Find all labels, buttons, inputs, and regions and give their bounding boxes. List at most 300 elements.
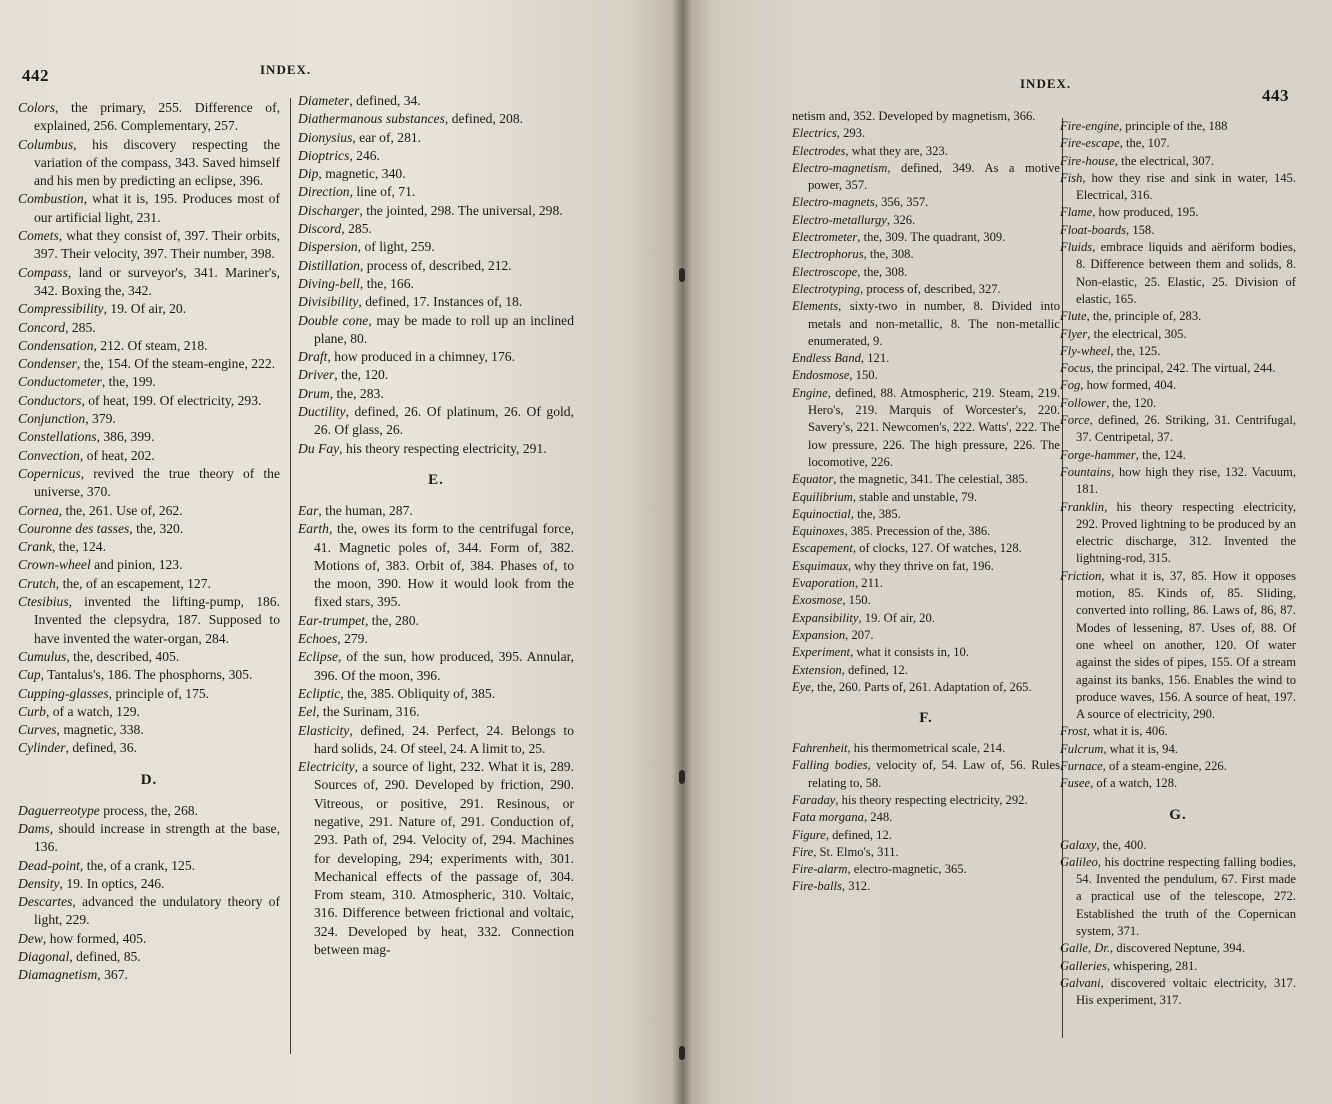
index-entry: [1060, 447, 1296, 464]
entry-heading: Escapement: [792, 541, 853, 556]
section-letter: G.: [1169, 806, 1187, 823]
index-entry: [298, 520, 574, 611]
entry-heading: Electricity: [298, 759, 355, 775]
entry-heading: Fire-escape: [1060, 136, 1120, 151]
entry-heading: Evaporation: [792, 576, 855, 591]
index-entry: [1060, 118, 1296, 135]
entry-heading: Double cone: [298, 312, 369, 328]
entry-references: , the, 280.: [364, 612, 419, 628]
entry-heading: Condenser: [18, 356, 77, 372]
stitch-hole: [679, 770, 685, 784]
index-entry: [792, 160, 1060, 195]
entry-references: , Tantalus's, 186. The phosphorns, 305.: [40, 667, 253, 683]
entry-heading: Echoes: [298, 631, 338, 647]
entry-references: , the, owes its form to the centrifugal force, 41. Magnetic poles of, 344. Form of, 382. Motions of, 383. Orbit of, 384. Phases of, to the moon, 390. How it would look from the fixed stars, 395.: [314, 521, 574, 610]
index-entry: [298, 502, 574, 520]
entry-heading: Eye: [792, 679, 811, 694]
entry-heading: Elasticity: [298, 722, 350, 738]
entry-heading: Conductors: [18, 392, 82, 408]
entry-references: , stable and unstable, 79.: [852, 489, 978, 504]
entry-references: , the, 124.: [51, 539, 106, 555]
entry-heading: Forge-hammer: [1060, 447, 1136, 462]
entry-heading: Density: [18, 875, 60, 891]
entry-references: , the human, 287.: [318, 502, 413, 518]
entry-references: , principle of the, 188: [1118, 119, 1228, 133]
entry-heading: Electroscope: [792, 264, 858, 279]
index-entry: [18, 556, 280, 574]
entry-references: , 356, 357.: [874, 195, 929, 210]
index-entry: [792, 489, 1060, 506]
entry-references: and pinion, 123.: [90, 557, 183, 573]
entry-references: , 279.: [337, 631, 368, 647]
index-entry: [1060, 204, 1296, 221]
index-entry: [1060, 395, 1296, 412]
index-entry: [792, 229, 1060, 246]
index-entry: [792, 627, 1060, 644]
entry-heading: Experiment: [792, 645, 851, 660]
index-entry: [18, 392, 280, 410]
index-entry: [792, 506, 1060, 523]
entry-references: , 367.: [97, 967, 128, 983]
entry-references: , 248.: [863, 810, 893, 825]
index-entry: [792, 350, 1060, 367]
index-entry: [792, 194, 1060, 211]
index-entry: [792, 592, 1060, 609]
index-entry: [18, 703, 280, 721]
index-entry: [792, 385, 1060, 471]
entry-references: , what it is, 37, 85. How it opposes motion, 85. Kinds of, 85. Sliding, converted into rolling, 86. Laws of, 86, 87. Modes of lessening, 87. Uses of, 88. Of one wheel on another, 120. Of water against the sides of pipes, 155. Of a stream against its banks, 156. Enables the wind to produce waves, 156. A source of heat, 197. A source of electricity, 290.: [1076, 568, 1296, 722]
index-entry: [792, 246, 1060, 263]
entry-heading: Frost: [1060, 724, 1087, 739]
entry-references: , the, 385. Obliquity of, 385.: [340, 685, 496, 701]
entry-heading: Draft: [298, 349, 328, 365]
index-entry: [18, 502, 280, 520]
entry-references: , the, described, 405.: [66, 648, 180, 664]
index-entry: [298, 722, 574, 759]
index-entry: [792, 827, 1060, 844]
index-entry: [1060, 343, 1296, 360]
index-entry: [18, 538, 280, 556]
entry-heading: Ear-trumpet: [298, 612, 365, 628]
entry-references: , the, 199.: [101, 374, 156, 390]
index-entry: [1060, 360, 1296, 377]
entry-heading: Comets: [18, 228, 59, 244]
entry-heading: Fulcrum: [1060, 741, 1104, 756]
entry-references: , ear of, 281.: [352, 129, 422, 145]
entry-references: , defined, 17. Instances of, 18.: [358, 294, 523, 310]
index-entry: [18, 227, 280, 264]
index-entry: [792, 575, 1060, 592]
index-entry: [298, 312, 574, 349]
entry-references: , of a watch, 128.: [1090, 776, 1178, 791]
index-entry: [792, 264, 1060, 281]
entry-heading: Expansion: [792, 627, 846, 642]
entry-references: , the, 308.: [857, 264, 908, 279]
entry-references: , 293.: [836, 126, 866, 141]
entry-heading: Ctesibius: [18, 594, 69, 610]
entry-heading: Diagonal: [18, 949, 70, 965]
entry-references: , magnetic, 338.: [56, 722, 144, 738]
index-entry: [298, 257, 574, 275]
index-entry: [792, 878, 1060, 895]
entry-references: , defined, 26. Striking, 31. Centrifugal, 37. Centripetal, 37.: [1076, 413, 1296, 445]
entry-references: , land or surveyor's, 341. Mariner's, 342. Boxing the, 342.: [34, 264, 280, 298]
index-entry: [792, 679, 1060, 696]
entry-references: , what they consist of, 397. Their orbits, 397. Their velocity, 397. Their number, 398.: [34, 228, 280, 262]
entry-heading: Electrophorus: [792, 247, 864, 262]
entry-heading: Furnace: [1060, 758, 1103, 773]
index-entry: [18, 648, 280, 666]
index-entry: [1060, 135, 1296, 152]
entry-references: , of a steam-engine, 226.: [1102, 758, 1227, 773]
entry-references: , how formed, 404.: [1080, 378, 1177, 393]
index-entry: [298, 202, 574, 220]
entry-heading: Equinoctial: [792, 506, 851, 521]
index-entry: [298, 183, 574, 201]
entry-heading: Equinoxes: [792, 524, 845, 539]
index-entry: [298, 612, 574, 630]
entry-references: , 379.: [85, 411, 116, 427]
entry-references: , the primary, 255. Difference of, explained, 256. Complementary, 257.: [34, 100, 280, 134]
entry-heading: Colors: [18, 100, 56, 115]
entry-references: , the magnetic, 341. The celestial, 385.: [833, 472, 1028, 487]
entry-heading: Divisibility: [298, 294, 359, 310]
entry-references: , how high they rise, 132. Vacuum, 181.: [1076, 464, 1296, 497]
index-entry: [18, 893, 280, 930]
entry-heading: Fire-engine: [1060, 119, 1119, 133]
entry-heading: Cumulus: [18, 648, 67, 664]
entry-references: , the, 107.: [1119, 136, 1170, 151]
index-entry: [18, 721, 280, 739]
index-entry: [18, 428, 280, 446]
entry-heading: Compass: [18, 264, 68, 280]
index-entry: [792, 212, 1060, 229]
entry-references: , defined, 34.: [349, 93, 421, 108]
index-entry: [298, 275, 574, 293]
entry-heading: Dispersion: [298, 239, 358, 255]
index-entry: [18, 685, 280, 703]
entry-heading: Galaxy: [1060, 837, 1097, 852]
index-entry: [298, 758, 574, 959]
index-entry: [792, 740, 1060, 757]
index-entry: [298, 385, 574, 403]
entry-references: , revived the true theory of the universe, 370.: [34, 465, 280, 500]
index-entry: [1060, 499, 1296, 568]
index-entry: [1060, 326, 1296, 343]
index-entry: [1060, 775, 1296, 792]
index-entry: [298, 366, 574, 384]
entry-heading: Galle, Dr.: [1060, 941, 1111, 956]
index-entry: [18, 666, 280, 684]
entry-heading: Dionysius: [298, 129, 353, 145]
column-rule: [290, 98, 291, 1054]
entry-heading: Electro-metallurgy: [792, 212, 887, 227]
index-entry: [1060, 377, 1296, 394]
entry-heading: Electrotyping: [792, 281, 861, 296]
entry-heading: Fish: [1060, 170, 1083, 185]
entry-heading: Fog: [1060, 378, 1081, 393]
entry-references: , his doctrine respecting falling bodies, 54. Invented the pendulum, 67. First made a practical use of the telescope, 272. Established the truth of the Copernican system, 371.: [1076, 854, 1296, 939]
entry-heading: Diameter: [298, 93, 350, 108]
right-page: [682, 0, 1332, 1104]
entry-references: , the, 120.: [334, 367, 389, 383]
index-entry: [792, 610, 1060, 627]
entry-references: , the, 124.: [1135, 447, 1186, 462]
index-entry: [18, 264, 280, 301]
entry-heading: Curb: [18, 703, 46, 719]
index-entry: [298, 685, 574, 703]
index-entry: [18, 447, 280, 465]
entry-references: , 158.: [1126, 222, 1155, 237]
entry-heading: Flute: [1060, 309, 1087, 324]
entry-references: , discovered voltaic electricity, 317. His experiment, 317.: [1076, 975, 1296, 1008]
entry-references: , how produced, 195.: [1092, 205, 1199, 220]
entry-heading: Condensation: [18, 337, 94, 353]
entry-heading: Earth: [298, 521, 329, 537]
section-letter: D.: [140, 771, 158, 788]
entry-heading: Fountains: [1060, 464, 1112, 479]
entry-heading: Equator: [792, 472, 834, 487]
entry-heading: Discharger: [298, 202, 360, 218]
entry-references: , of heat, 199. Of electricity, 293.: [81, 392, 262, 408]
entry-heading: Columbus: [18, 136, 74, 152]
index-entry: [1060, 464, 1296, 499]
index-entry: [18, 966, 280, 984]
entry-references: , defined, 26. Of platinum, 26. Of gold, 26. Of glass, 26.: [314, 404, 574, 438]
index-entry: [298, 630, 574, 648]
entry-heading: Curves: [18, 722, 57, 738]
entry-heading: Driver: [298, 367, 335, 383]
index-entry: [298, 165, 574, 183]
index-entry: [298, 238, 574, 256]
entry-heading: Galileo: [1060, 854, 1098, 869]
entry-heading: Cupping-glasses: [18, 685, 109, 701]
entry-references: process, the, 268.: [99, 802, 198, 818]
entry-references: , what it is, 406.: [1086, 724, 1168, 739]
index-entry: [18, 355, 280, 373]
index-entry: [18, 337, 280, 355]
entry-references: , discovered Neptune, 394.: [1110, 941, 1246, 956]
index-entry: [792, 558, 1060, 575]
entry-heading: Fire-house: [1060, 153, 1115, 168]
entry-heading: Falling bodies: [792, 758, 868, 773]
entry-heading: Equilibrium: [792, 489, 853, 504]
entry-heading: Galleries: [1060, 958, 1107, 973]
index-entry: [792, 125, 1060, 142]
entry-references: , his theory respecting electricity, 292. Proved lightning to be produced by an electric discharge, 312. Invented the lightning-rod, 315.: [1076, 499, 1296, 566]
index-entry: [298, 92, 574, 110]
stitch-hole: [679, 268, 685, 282]
entry-heading: Elements: [792, 299, 839, 314]
index-entry: [1060, 239, 1296, 308]
entry-heading: Figure: [792, 827, 826, 842]
index-entry: [1060, 854, 1296, 940]
index-entry: [792, 809, 1060, 826]
entry-references: , 285.: [65, 319, 96, 335]
index-entry: [792, 540, 1060, 557]
index-entry: [298, 110, 574, 128]
index-entry: [298, 348, 574, 366]
index-entry: [298, 293, 574, 311]
entry-references: , 121.: [860, 351, 890, 366]
index-entry: [792, 523, 1060, 540]
index-entry: [1060, 222, 1296, 239]
index-entry: [792, 844, 1060, 861]
entry-heading: Concord: [18, 319, 66, 335]
entry-references: , 207.: [845, 627, 874, 642]
index-entry: [1060, 170, 1296, 205]
index-entry: [1060, 412, 1296, 447]
entry-heading: Fata morgana: [792, 810, 864, 825]
entry-heading: Descartes: [18, 894, 73, 910]
entry-references: , defined, 349. As a motive power, 357.: [808, 160, 1060, 193]
index-entry: [1060, 758, 1296, 775]
entry-heading: Diamagnetism: [18, 967, 98, 983]
index-entry: [298, 129, 574, 147]
entry-heading: Cornea: [18, 502, 59, 518]
index-entry: [18, 575, 280, 593]
page-number: 442: [22, 66, 49, 85]
index-entry: [298, 648, 574, 685]
entry-references: , the, 308.: [863, 247, 914, 262]
entry-heading: Dead-point: [18, 857, 80, 873]
index-entry: [298, 440, 574, 458]
entry-heading: Fire: [792, 844, 814, 859]
entry-heading: Direction: [298, 184, 350, 200]
entry-heading: Compressibility: [18, 301, 104, 317]
entry-heading: Couronne des tasses: [18, 520, 130, 536]
entry-references: , what they are, 323.: [845, 143, 948, 158]
entry-references: , defined, 88. Atmospheric, 219. Steam, 219. Hero's, 219. Marquis of Worcester's, 220. Savery's, 221. Newcomen's, 222. Watts', 222. The low pressure, 226. The high pressure, 226. The locomotive, 226.: [808, 385, 1060, 469]
entry-heading: Fire-balls: [792, 879, 842, 894]
index-entry: [298, 403, 574, 440]
index-entry: [18, 593, 280, 648]
entry-references: , his thermometrical scale, 214.: [847, 741, 1006, 756]
entry-heading: Dioptrics: [298, 147, 350, 163]
stitch-hole: [679, 1046, 685, 1060]
entry-references: , 19. Of air, 20.: [858, 610, 935, 625]
index-entry: [18, 465, 280, 502]
index-entry: [792, 792, 1060, 809]
entry-heading: Crown-wheel: [18, 557, 91, 573]
entry-references: , the principal, 242. The virtual, 244.: [1090, 361, 1276, 376]
page-number: 443: [1262, 86, 1289, 105]
index-entry: [792, 662, 1060, 679]
entry-heading: Daguerreotype: [18, 802, 100, 818]
index-entry: [792, 143, 1060, 160]
entry-heading: Crutch: [18, 575, 56, 591]
entry-references: , the, 400.: [1096, 837, 1147, 852]
index-entry: [792, 108, 1060, 125]
entry-heading: Cylinder: [18, 740, 66, 756]
entry-heading: Ecliptic: [298, 685, 341, 701]
running-head: INDEX.: [1020, 76, 1072, 91]
entry-references: , should increase in strength at the base, 136.: [34, 820, 280, 855]
running-head: INDEX.: [260, 62, 312, 77]
index-entry: [18, 948, 280, 966]
entry-heading: Du Fay: [298, 440, 340, 456]
entry-heading: Conductometer: [18, 374, 102, 390]
entry-references: netism and, 352. Developed by magnetism, 366.: [792, 109, 1036, 123]
section-letter: F.: [919, 710, 933, 727]
entry-references: , principle of, 175.: [108, 685, 210, 701]
entry-references: , the, 154. Of the steam-engine, 222.: [76, 356, 276, 372]
entry-heading: Galvani: [1060, 975, 1101, 990]
entry-heading: Esquimaux: [792, 558, 848, 573]
entry-references: , 150.: [849, 368, 878, 383]
entry-references: , why they thrive on fat, 196.: [847, 558, 994, 573]
entry-heading: Fluids: [1060, 240, 1093, 255]
entry-references: , his theory respecting electricity, 292.: [835, 792, 1028, 807]
entry-references: , the, 261. Use of, 262.: [58, 502, 183, 518]
entry-heading: Dams: [18, 820, 50, 836]
index-entry: [1060, 723, 1296, 740]
index-entry: [18, 300, 280, 318]
entry-references: , the, 260. Parts of, 261. Adaptation of, 265.: [810, 679, 1032, 694]
entry-references: , the, 166.: [359, 275, 414, 291]
entry-heading: Electrics: [792, 126, 837, 141]
entry-references: , 385. Precession of the, 386.: [844, 524, 991, 539]
entry-references: , St. Elmo's, 311.: [813, 844, 899, 859]
index-entry: [792, 281, 1060, 298]
entry-references: , what it consists in, 10.: [850, 645, 970, 660]
entry-references: , invented the lifting-pump, 186. Invented the clepsydra, 187. Supposed to have invented the water-organ, 284.: [34, 594, 280, 646]
index-entry: [18, 410, 280, 428]
entry-references: , embrace liquids and aëriform bodies, 8. Difference between them and solids, 8. Non-elastic, 25. Elastic, 25. Division of elastic, 165.: [1076, 240, 1296, 306]
entry-references: , the electrical, 305.: [1087, 326, 1187, 341]
entry-references: , of clocks, 127. Of watches, 128.: [852, 541, 1022, 556]
entry-heading: Endless Band: [792, 351, 861, 366]
index-entry: [1060, 975, 1296, 1010]
index-entry: [792, 298, 1060, 350]
entry-heading: Diathermanous substances: [298, 111, 445, 127]
entry-references: , defined, 12.: [825, 827, 892, 842]
entry-heading: Electro-magnetism: [792, 160, 888, 175]
entry-references: , the Surinam, 316.: [316, 704, 420, 720]
entry-references: , the, 120.: [1106, 395, 1157, 410]
entry-references: , of the sun, how produced, 395. Annular, 396. Of the moon, 396.: [314, 649, 574, 683]
entry-references: , the, 385.: [850, 506, 901, 521]
entry-references: , his theory respecting electricity, 291.: [339, 440, 547, 456]
index-column: [18, 99, 280, 985]
entry-references: , magnetic, 340.: [318, 166, 406, 182]
entry-heading: Fly-wheel: [1060, 343, 1111, 358]
entry-heading: Force: [1060, 413, 1090, 428]
index-entry: [18, 520, 280, 538]
entry-heading: Flyer: [1060, 326, 1088, 341]
entry-references: , advanced the undulatory theory of light, 229.: [34, 894, 280, 928]
entry-references: , the, 283.: [329, 385, 384, 401]
entry-references: , the, 125.: [1110, 343, 1161, 358]
entry-references: , 211.: [854, 576, 883, 591]
entry-heading: Eel: [298, 704, 317, 720]
section-letter: E.: [428, 471, 444, 488]
entry-references: , what it is, 94.: [1103, 741, 1178, 756]
entry-heading: Ear: [298, 502, 319, 518]
entry-heading: Expansibility: [792, 610, 859, 625]
entry-heading: Friction: [1060, 568, 1102, 583]
entry-references: , of heat, 202.: [79, 447, 155, 463]
index-entry: [792, 861, 1060, 878]
entry-references: , whispering, 281.: [1106, 958, 1198, 973]
entry-heading: Faraday: [792, 792, 836, 807]
entry-heading: Follower: [1060, 395, 1107, 410]
entry-references: , 386, 399.: [96, 429, 155, 445]
entry-references: , of light, 259.: [357, 239, 435, 255]
entry-references: , process of, described, 212.: [359, 257, 512, 273]
entry-heading: Discord: [298, 221, 342, 237]
binding-gutter: [672, 0, 692, 1104]
